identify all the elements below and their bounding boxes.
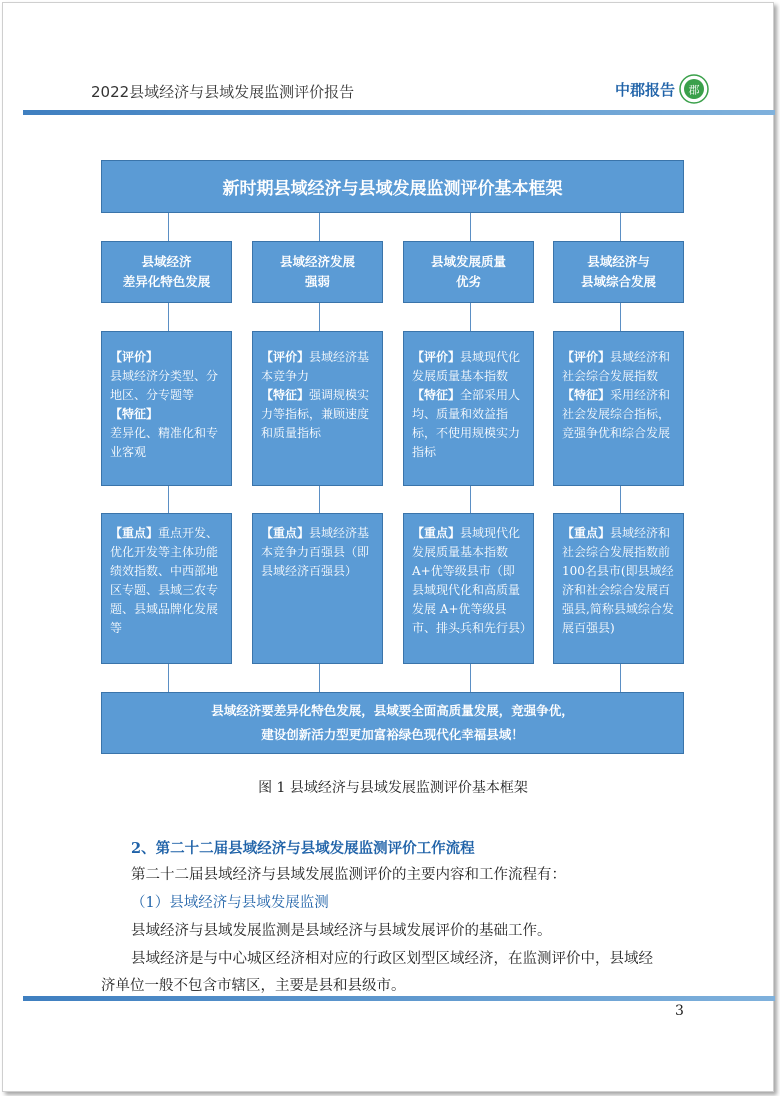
feature-key: 【特征】 xyxy=(412,388,461,402)
category-box-2 xyxy=(252,241,383,303)
connector-line xyxy=(470,213,471,241)
paragraph-1: 县域经济与县域发展监测是县域经济与县域发展评价的基础工作。 xyxy=(131,923,552,939)
feature-text: 差异化、精准化和专业客观 xyxy=(110,426,219,459)
category-box-3 xyxy=(403,241,534,303)
paragraph-2-line-1: 县域经济是与中心城区经济相对应的行政区划型区域经济，在监测评价中，县域经 xyxy=(131,951,653,967)
focus-key: 【重点】 xyxy=(261,526,310,540)
zhongjun-logo-icon xyxy=(679,74,709,104)
evaluation-box-2 xyxy=(252,331,383,486)
connector-line xyxy=(319,486,320,513)
header-divider xyxy=(23,110,775,115)
evaluation-key: 【评价】 xyxy=(412,350,461,364)
paragraph-2-line-2: 济单位一般不包含市辖区，主要是县和县级市。 xyxy=(101,978,406,994)
section-title: 2、第二十二届县域经济与县域发展监测评价工作流程 xyxy=(131,840,475,857)
evaluation-text: 县域经济分类型、分地区、分专题等 xyxy=(110,369,219,402)
category-box-4 xyxy=(553,241,684,303)
slogan-line: 县域经济要差异化特色发展，县域要全面高质量发展，竞强争优， xyxy=(211,703,574,718)
connector-line xyxy=(319,664,320,692)
focus-box-2 xyxy=(252,513,383,664)
connector-line xyxy=(168,213,169,241)
evaluation-box-1 xyxy=(101,331,232,486)
slogan-line: 建设创新活力型更加富裕绿色现代化幸福县域！ xyxy=(261,727,524,742)
evaluation-text: 县域经济和社会综合发展指数 xyxy=(562,350,671,383)
evaluation-box-3 xyxy=(403,331,534,486)
feature-key: 【特征】 xyxy=(562,388,611,402)
focus-text: 县域现代化发展质量基本指数A+优等级县市（即县域现代化和高质量发展 A+优等级县市、排头兵和先行县） xyxy=(412,526,533,635)
section-intro: 第二十二届县域经济与县域发展监测评价的主要内容和工作流程有： xyxy=(131,867,566,883)
feature-text: 强调规模实力等指标，兼顾速度和质量指标 xyxy=(261,388,370,440)
page-number: 3 xyxy=(675,1003,684,1019)
connector-line xyxy=(620,303,621,331)
category-title-line: 县域综合发展 xyxy=(580,274,656,289)
evaluation-key: 【评价】 xyxy=(562,350,611,364)
connector-line xyxy=(168,486,169,513)
feature-key: 【特征】 xyxy=(110,407,159,421)
feature-key: 【特征】 xyxy=(261,388,310,402)
connector-line xyxy=(620,213,621,241)
focus-text: 重点开发、优化开发等主体功能绩效指数、中西部地区专题、县域三农专题、县域品牌化发展等 xyxy=(110,526,219,635)
figure-caption: 图 1 县域经济与县域发展监测评价基本框架 xyxy=(258,780,528,796)
svg-text:郡: 郡 xyxy=(688,83,700,97)
connector-line xyxy=(470,664,471,692)
connector-line xyxy=(319,213,320,241)
footer-divider xyxy=(23,996,775,1001)
feature-text: 采用经济和社会发展综合指标，竞强争优和综合发展 xyxy=(562,388,671,440)
focus-key: 【重点】 xyxy=(412,526,461,540)
header-title: 2022县域经济与县域发展监测评价报告 xyxy=(91,83,355,101)
connector-line xyxy=(470,486,471,513)
focus-key: 【重点】 xyxy=(562,526,611,540)
evaluation-key: 【评价】 xyxy=(261,350,310,364)
focus-text: 县域经济基本竞争力百强县（即县域经济百强县） xyxy=(261,526,370,578)
document-page xyxy=(2,2,774,1092)
connector-line xyxy=(168,303,169,331)
focus-box-4 xyxy=(553,513,684,664)
focus-box-3 xyxy=(403,513,534,664)
evaluation-key: 【评价】 xyxy=(110,350,159,364)
evaluation-text: 县域现代化发展质量基本指数 xyxy=(412,350,521,383)
category-box-1 xyxy=(101,241,232,303)
category-title-line: 差异化特色发展 xyxy=(122,274,211,289)
connector-line xyxy=(620,664,621,692)
connector-line xyxy=(168,664,169,692)
focus-text: 县域经济和社会综合发展指数前100名县市(即县域经济和社会综合发展百强县,简称县域综合发展百强县) xyxy=(562,526,674,635)
slogan-box xyxy=(101,692,684,754)
category-title-line: 县域发展质量 xyxy=(430,254,506,269)
category-title-line: 县域经济与 xyxy=(587,254,650,269)
category-title-line: 强弱 xyxy=(304,274,330,289)
connector-line xyxy=(470,303,471,331)
evaluation-box-4 xyxy=(553,331,684,486)
feature-text: 全部采用人均、质量和效益指标，不使用规模实力指标 xyxy=(412,388,521,459)
connector-line xyxy=(319,303,320,331)
category-title-line: 优劣 xyxy=(455,274,481,289)
category-title-line: 县域经济 xyxy=(141,254,192,269)
category-title-line: 县域经济发展 xyxy=(279,254,355,269)
evaluation-text: 县域经济基本竞争力 xyxy=(261,350,370,383)
focus-box-1 xyxy=(101,513,232,664)
subsection-title: （1）县域经济与县域发展监测 xyxy=(131,895,329,911)
connector-line xyxy=(620,486,621,513)
header-logo-text: 中郡报告 xyxy=(615,81,676,99)
framework-banner: 新时期县域经济与县域发展监测评价基本框架 xyxy=(101,160,684,213)
focus-key: 【重点】 xyxy=(110,526,159,540)
